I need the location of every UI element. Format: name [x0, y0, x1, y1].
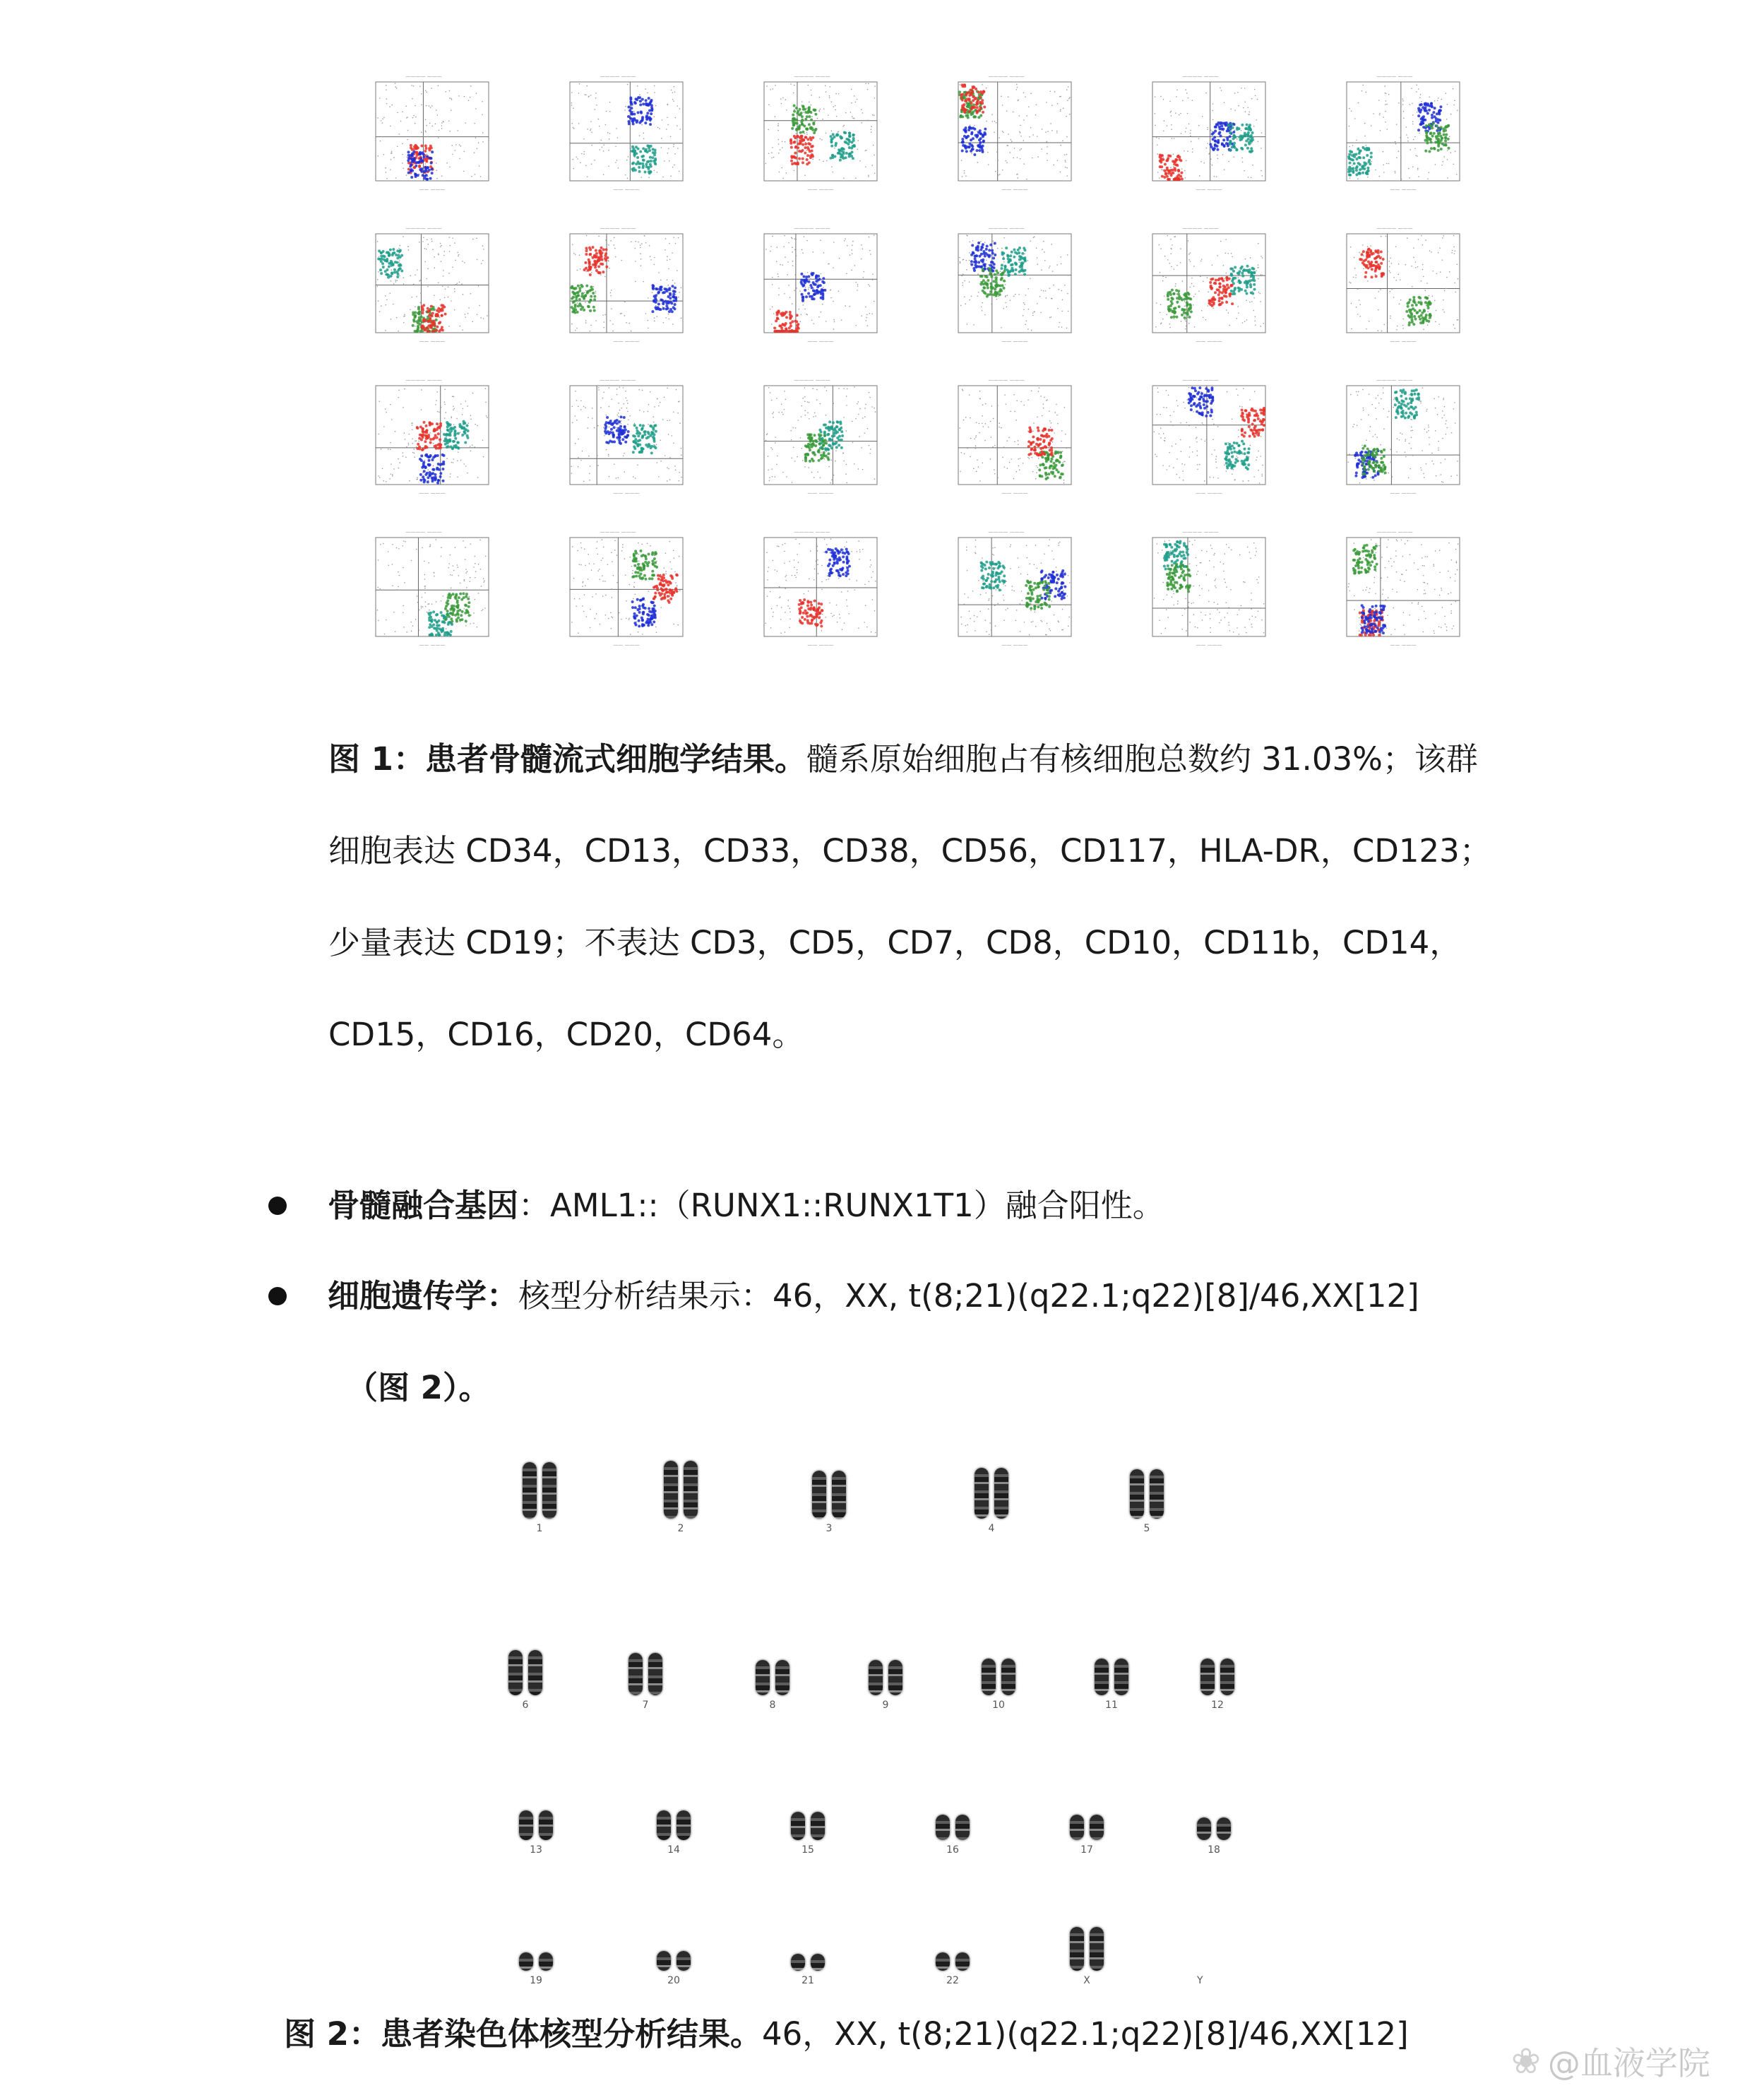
flow-plot	[936, 374, 1077, 502]
flow-plot	[741, 374, 883, 502]
flow-plot	[741, 223, 883, 350]
chromosome-label: 4	[988, 1523, 995, 1534]
svg-text:—— ———: —— ———	[1001, 186, 1028, 192]
chromosome-label: 11	[1105, 1699, 1118, 1711]
flow-plot	[1324, 526, 1465, 653]
chromosome-pair	[756, 1660, 789, 1711]
flow-plot	[936, 526, 1077, 653]
flow-plot	[936, 223, 1077, 350]
chromosome-label: 8	[769, 1699, 776, 1711]
chromosome-label: 1	[536, 1523, 543, 1534]
svg-text:—— ———: —— ———	[1390, 338, 1417, 344]
chromosome-pair	[812, 1471, 846, 1534]
chromosome-label: 21	[801, 1975, 814, 1986]
chromosome	[539, 1952, 553, 1971]
chromosome-label: 10	[992, 1699, 1005, 1711]
chromosome	[1070, 1927, 1084, 1971]
svg-text:—— ———: —— ———	[419, 490, 446, 496]
svg-text:———— ———: ———— ———	[600, 225, 636, 231]
svg-text:—— ———: —— ———	[1001, 338, 1028, 344]
flow-cytometry-figure	[353, 71, 1504, 678]
chromosome	[1200, 1659, 1215, 1695]
svg-text:———— ———: ———— ———	[1182, 73, 1219, 79]
chromosome-label: 16	[946, 1844, 959, 1856]
chromosome	[1095, 1659, 1109, 1695]
chromosome	[955, 1952, 970, 1971]
svg-text:———— ———: ———— ———	[405, 377, 442, 383]
chromosome	[1070, 1815, 1084, 1840]
cyto-label: 细胞遗传学：	[328, 1277, 519, 1315]
chromosome-pair	[791, 1812, 825, 1856]
chromosome	[1150, 1469, 1164, 1519]
chromosome	[542, 1462, 556, 1519]
chromosome	[519, 1952, 533, 1971]
svg-text:—— ———: —— ———	[419, 338, 446, 344]
fusion-label: 骨髓融合基因	[328, 1187, 519, 1224]
chromosome	[812, 1471, 826, 1519]
chromosome-pair	[523, 1462, 556, 1534]
chromosome	[832, 1471, 846, 1519]
chromosome	[775, 1660, 789, 1695]
svg-text:———— ———: ———— ———	[405, 225, 442, 231]
fusion-text: ：AML1::（RUNX1::RUNX1T1）融合阳性。	[518, 1187, 1164, 1224]
chromosome	[1220, 1659, 1234, 1695]
chromosome-pair	[975, 1468, 1008, 1534]
chromosome-pair	[1095, 1659, 1128, 1711]
flow-plot	[353, 223, 494, 350]
chromosome-label: 19	[530, 1975, 542, 1986]
chromosome-pair	[628, 1653, 662, 1711]
chromosome-label: 2	[677, 1523, 684, 1534]
flower-logo-icon: ❀	[1511, 2041, 1541, 2082]
chromosome	[657, 1951, 671, 1971]
svg-text:—— ———: —— ———	[1196, 186, 1222, 192]
chromosome-pair	[657, 1951, 691, 1986]
chromosome-pair	[869, 1660, 902, 1711]
flow-plot	[1130, 71, 1271, 198]
chromosome	[791, 1812, 805, 1840]
chromosome	[628, 1653, 643, 1695]
svg-text:———— ———: ———— ———	[794, 73, 830, 79]
flow-plot	[1324, 223, 1465, 350]
chromosome	[1001, 1659, 1015, 1695]
chromosome-label: 22	[946, 1975, 959, 1986]
chromosome	[1217, 1817, 1231, 1840]
svg-text:———— ———: ———— ———	[1376, 73, 1413, 79]
karyotype-figure	[494, 1455, 1271, 1986]
flow-plot	[547, 526, 689, 653]
flow-plot	[353, 71, 494, 198]
flow-plot	[547, 374, 689, 502]
watermark-text: @血液学院	[1547, 2044, 1710, 2082]
chromosome-pair	[1130, 1469, 1164, 1534]
chromosome-pair	[1197, 1817, 1231, 1856]
chromosome-label: 13	[530, 1844, 542, 1856]
chromosome-pair	[982, 1659, 1015, 1711]
flow-plot	[1324, 71, 1465, 198]
svg-text:———— ———: ———— ———	[794, 377, 830, 383]
chromosome	[1197, 1817, 1211, 1840]
cytogenetics-item	[268, 1271, 1419, 1321]
chromosome	[936, 1952, 950, 1971]
chromosome	[869, 1660, 883, 1695]
bullet-dot-icon	[268, 1287, 287, 1305]
chromosome-pair	[1200, 1659, 1234, 1711]
flow-plot	[353, 374, 494, 502]
chromosome	[539, 1810, 553, 1840]
cyto-text: 核型分析结果示：46，XX, t(8;21)(q22.1;q22)[8]/46,XX[12]	[518, 1277, 1419, 1315]
flow-plot	[547, 223, 689, 350]
chromosome-label: 17	[1080, 1844, 1093, 1856]
chromosome-pair	[664, 1461, 698, 1534]
svg-text:———— ———: ———— ———	[1182, 225, 1219, 231]
svg-text:———— ———: ———— ———	[988, 225, 1025, 231]
chromosome-label: 9	[882, 1699, 889, 1711]
bullet-dot-icon	[268, 1197, 287, 1215]
chromosome	[994, 1468, 1008, 1519]
chromosome-label: 3	[826, 1523, 833, 1534]
watermark	[1511, 2038, 1710, 2084]
chromosome-label: 12	[1211, 1699, 1224, 1711]
flow-plot	[741, 526, 883, 653]
svg-text:—— ———: —— ———	[807, 338, 834, 344]
chromosome-pair	[1070, 1815, 1104, 1856]
chromosome	[508, 1650, 523, 1695]
chromosome-label: 6	[522, 1699, 529, 1711]
chromosome	[1090, 1815, 1104, 1840]
chromosome-label: 7	[642, 1699, 649, 1711]
chromosome	[657, 1810, 671, 1840]
chromosome-pair	[519, 1952, 553, 1986]
chromosome	[677, 1810, 691, 1840]
flow-plot	[936, 71, 1077, 198]
chromosome	[648, 1653, 662, 1695]
chromosome-label: 5	[1143, 1523, 1150, 1534]
cyto-continuation: （图 2）。	[346, 1369, 491, 1406]
svg-text:—— ———: —— ———	[1390, 186, 1417, 192]
chromosome	[955, 1815, 970, 1840]
chromosome-label: 18	[1208, 1844, 1220, 1856]
svg-text:—— ———: —— ———	[1196, 338, 1222, 344]
svg-text:———— ———: ———— ———	[600, 73, 636, 79]
chromosome-label: Y	[1197, 1975, 1203, 1986]
svg-text:———— ———: ———— ———	[1376, 225, 1413, 231]
chromosome-label: X	[1083, 1975, 1090, 1986]
flow-plot	[1130, 223, 1271, 350]
figure1-caption-label: 图 1：患者骨髓流式细胞学结果。	[328, 740, 806, 778]
flow-plot	[353, 526, 494, 653]
chromosome-label: 20	[667, 1975, 680, 1986]
svg-text:—— ———: —— ———	[613, 186, 640, 192]
chromosome-pair	[519, 1810, 553, 1856]
chromosome	[523, 1462, 537, 1519]
chromosome	[811, 1954, 825, 1971]
svg-text:———— ———: ———— ———	[405, 73, 442, 79]
svg-text:———— ———: ———— ———	[600, 377, 636, 383]
chromosome	[982, 1659, 996, 1695]
svg-text:—— ———: —— ———	[613, 338, 640, 344]
flow-plot	[741, 71, 883, 198]
chromosome-pair	[936, 1815, 970, 1856]
chromosome	[519, 1810, 533, 1840]
chromosome	[756, 1660, 770, 1695]
chromosome-pair	[936, 1952, 970, 1986]
svg-text:—— ———: —— ———	[807, 186, 834, 192]
chromosome	[811, 1812, 825, 1840]
chromosome-pair	[657, 1810, 691, 1856]
figure2-caption	[284, 2010, 1409, 2059]
chromosome	[528, 1650, 542, 1695]
flow-plot	[1324, 374, 1465, 502]
figure2-caption-label: 图 2：患者染色体核型分析结果。	[284, 2015, 762, 2053]
svg-text:———— ———: ———— ———	[794, 225, 830, 231]
figure2-caption-text: 46，XX, t(8;21)(q22.1;q22)[8]/46,XX[12]	[761, 2015, 1409, 2053]
chromosome	[677, 1951, 691, 1971]
figure1-caption-text: 髓系原始细胞占有核细胞总数约 31.03%；该群细胞表达 CD34，CD13，CD33，CD38，CD56，CD117，HLA-DR，CD123；少量表达 CD19；不表达 CD3，CD5，CD7，CD8，CD10，CD11b，CD14，CD15，CD16，CD20，CD64。	[328, 740, 1491, 1053]
chromosome	[684, 1461, 698, 1519]
flow-plot	[1130, 374, 1271, 502]
chromosome	[1090, 1927, 1104, 1971]
chromosome-pair	[508, 1650, 542, 1711]
chromosome	[664, 1461, 678, 1519]
chromosome	[975, 1468, 989, 1519]
chromosome-pair	[1070, 1927, 1104, 1986]
svg-text:—— ———: —— ———	[613, 490, 640, 496]
chromosome	[1130, 1469, 1144, 1519]
flow-plot	[1130, 526, 1271, 653]
chromosome-label: 15	[801, 1844, 814, 1856]
svg-text:———— ———: ———— ———	[988, 73, 1025, 79]
chromosome-pair	[791, 1954, 825, 1986]
chromosome-pair	[1197, 1971, 1203, 1986]
figure1-caption	[328, 713, 1501, 1081]
chromosome	[888, 1660, 902, 1695]
svg-text:—— ———: —— ———	[419, 186, 446, 192]
chromosome-label: 14	[667, 1844, 680, 1856]
chromosome	[1114, 1659, 1128, 1695]
fusion-gene-item	[268, 1181, 1164, 1230]
flow-plot	[547, 71, 689, 198]
chromosome	[936, 1815, 950, 1840]
chromosome	[791, 1954, 805, 1971]
